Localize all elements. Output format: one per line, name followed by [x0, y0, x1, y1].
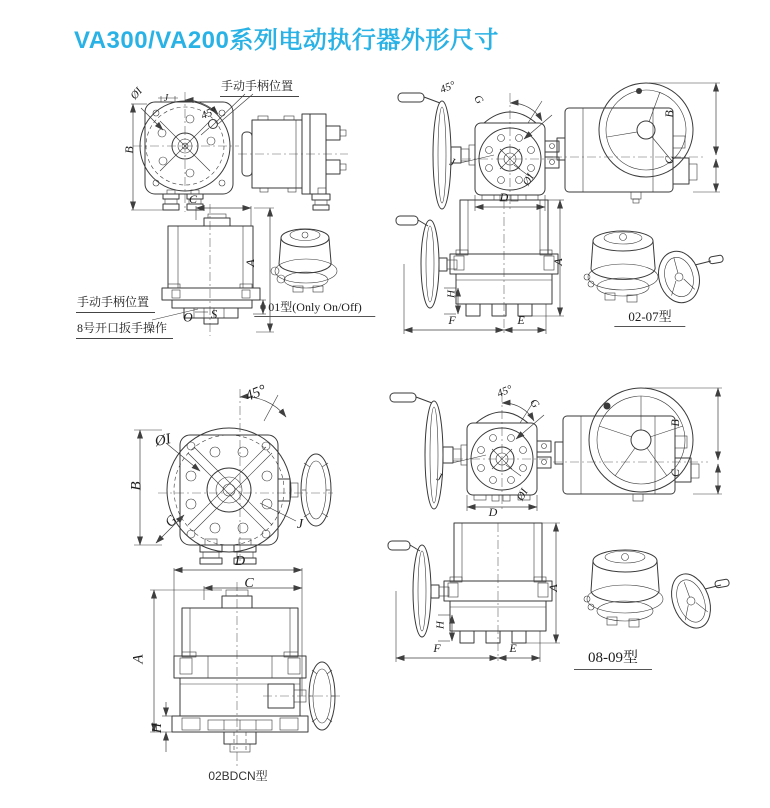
dim-label-diameter-i: ØI — [128, 85, 145, 102]
dim-label-f: F — [448, 313, 456, 327]
dim-label-a: A — [243, 259, 257, 267]
dim-label-j: J — [448, 156, 457, 169]
dim-label-b: B — [668, 419, 682, 427]
dim-label-b: B — [128, 481, 145, 491]
angle-label-45: 45° — [199, 105, 219, 122]
angle-label-45: 45° — [495, 383, 515, 400]
dim-label-diameter-i: ØI — [520, 171, 537, 188]
dim-label-c: C — [668, 468, 682, 478]
dim-label-diameter-i: ØI — [514, 486, 531, 503]
angle-label-45: 45° — [243, 382, 269, 405]
caption-type-02bdcn: 02BDCN型 — [208, 769, 268, 783]
caption-type-08-09: 08-09型 — [574, 649, 652, 670]
dim-label-a: A — [551, 258, 565, 266]
dim-label-d: D — [499, 190, 509, 204]
caption-type-02-07: 02-07型 — [614, 308, 685, 327]
annotation-manual-handle-top: 手动手柄位置 — [220, 80, 299, 97]
dim-label-a: A — [546, 584, 560, 592]
dim-label-d: D — [488, 505, 498, 519]
dim-label-d: D — [234, 554, 246, 569]
dim-label-h: H — [434, 621, 447, 629]
dim-label-o: O — [183, 309, 193, 325]
dim-label-diameter-i: ØI — [153, 431, 173, 450]
angle-label-45: 45° — [438, 79, 458, 96]
dim-label-e: E — [509, 641, 517, 655]
dim-label-g: G — [471, 93, 486, 107]
caption-type-01: 01型(Only On/Off) — [254, 299, 375, 317]
dim-label-a: A — [130, 654, 147, 664]
dim-label-j: J — [163, 93, 169, 104]
dim-label-f: F — [433, 641, 441, 655]
dim-label-b: B — [122, 146, 136, 154]
dim-label-c: C — [188, 192, 198, 206]
page-title: VA300/VA200系列电动执行器外形尺寸 — [74, 27, 499, 54]
annotation-wrench-operation: 8号开口扳手操作 — [76, 322, 173, 339]
dim-label-j: J — [435, 471, 444, 484]
dim-label-g: G — [527, 397, 542, 411]
dim-label-c: C — [244, 576, 254, 591]
dim-label-h: H — [445, 290, 458, 298]
dim-label-h: H — [150, 722, 165, 734]
dim-label-c: C — [662, 155, 676, 165]
dim-label-e: E — [517, 313, 525, 327]
dim-label-j: J — [296, 517, 304, 532]
annotation-manual-handle-bottom: 手动手柄位置 — [76, 296, 155, 313]
dim-label-s: S — [210, 306, 218, 322]
dim-label-g: G — [162, 512, 181, 531]
dim-label-b: B — [662, 110, 676, 118]
